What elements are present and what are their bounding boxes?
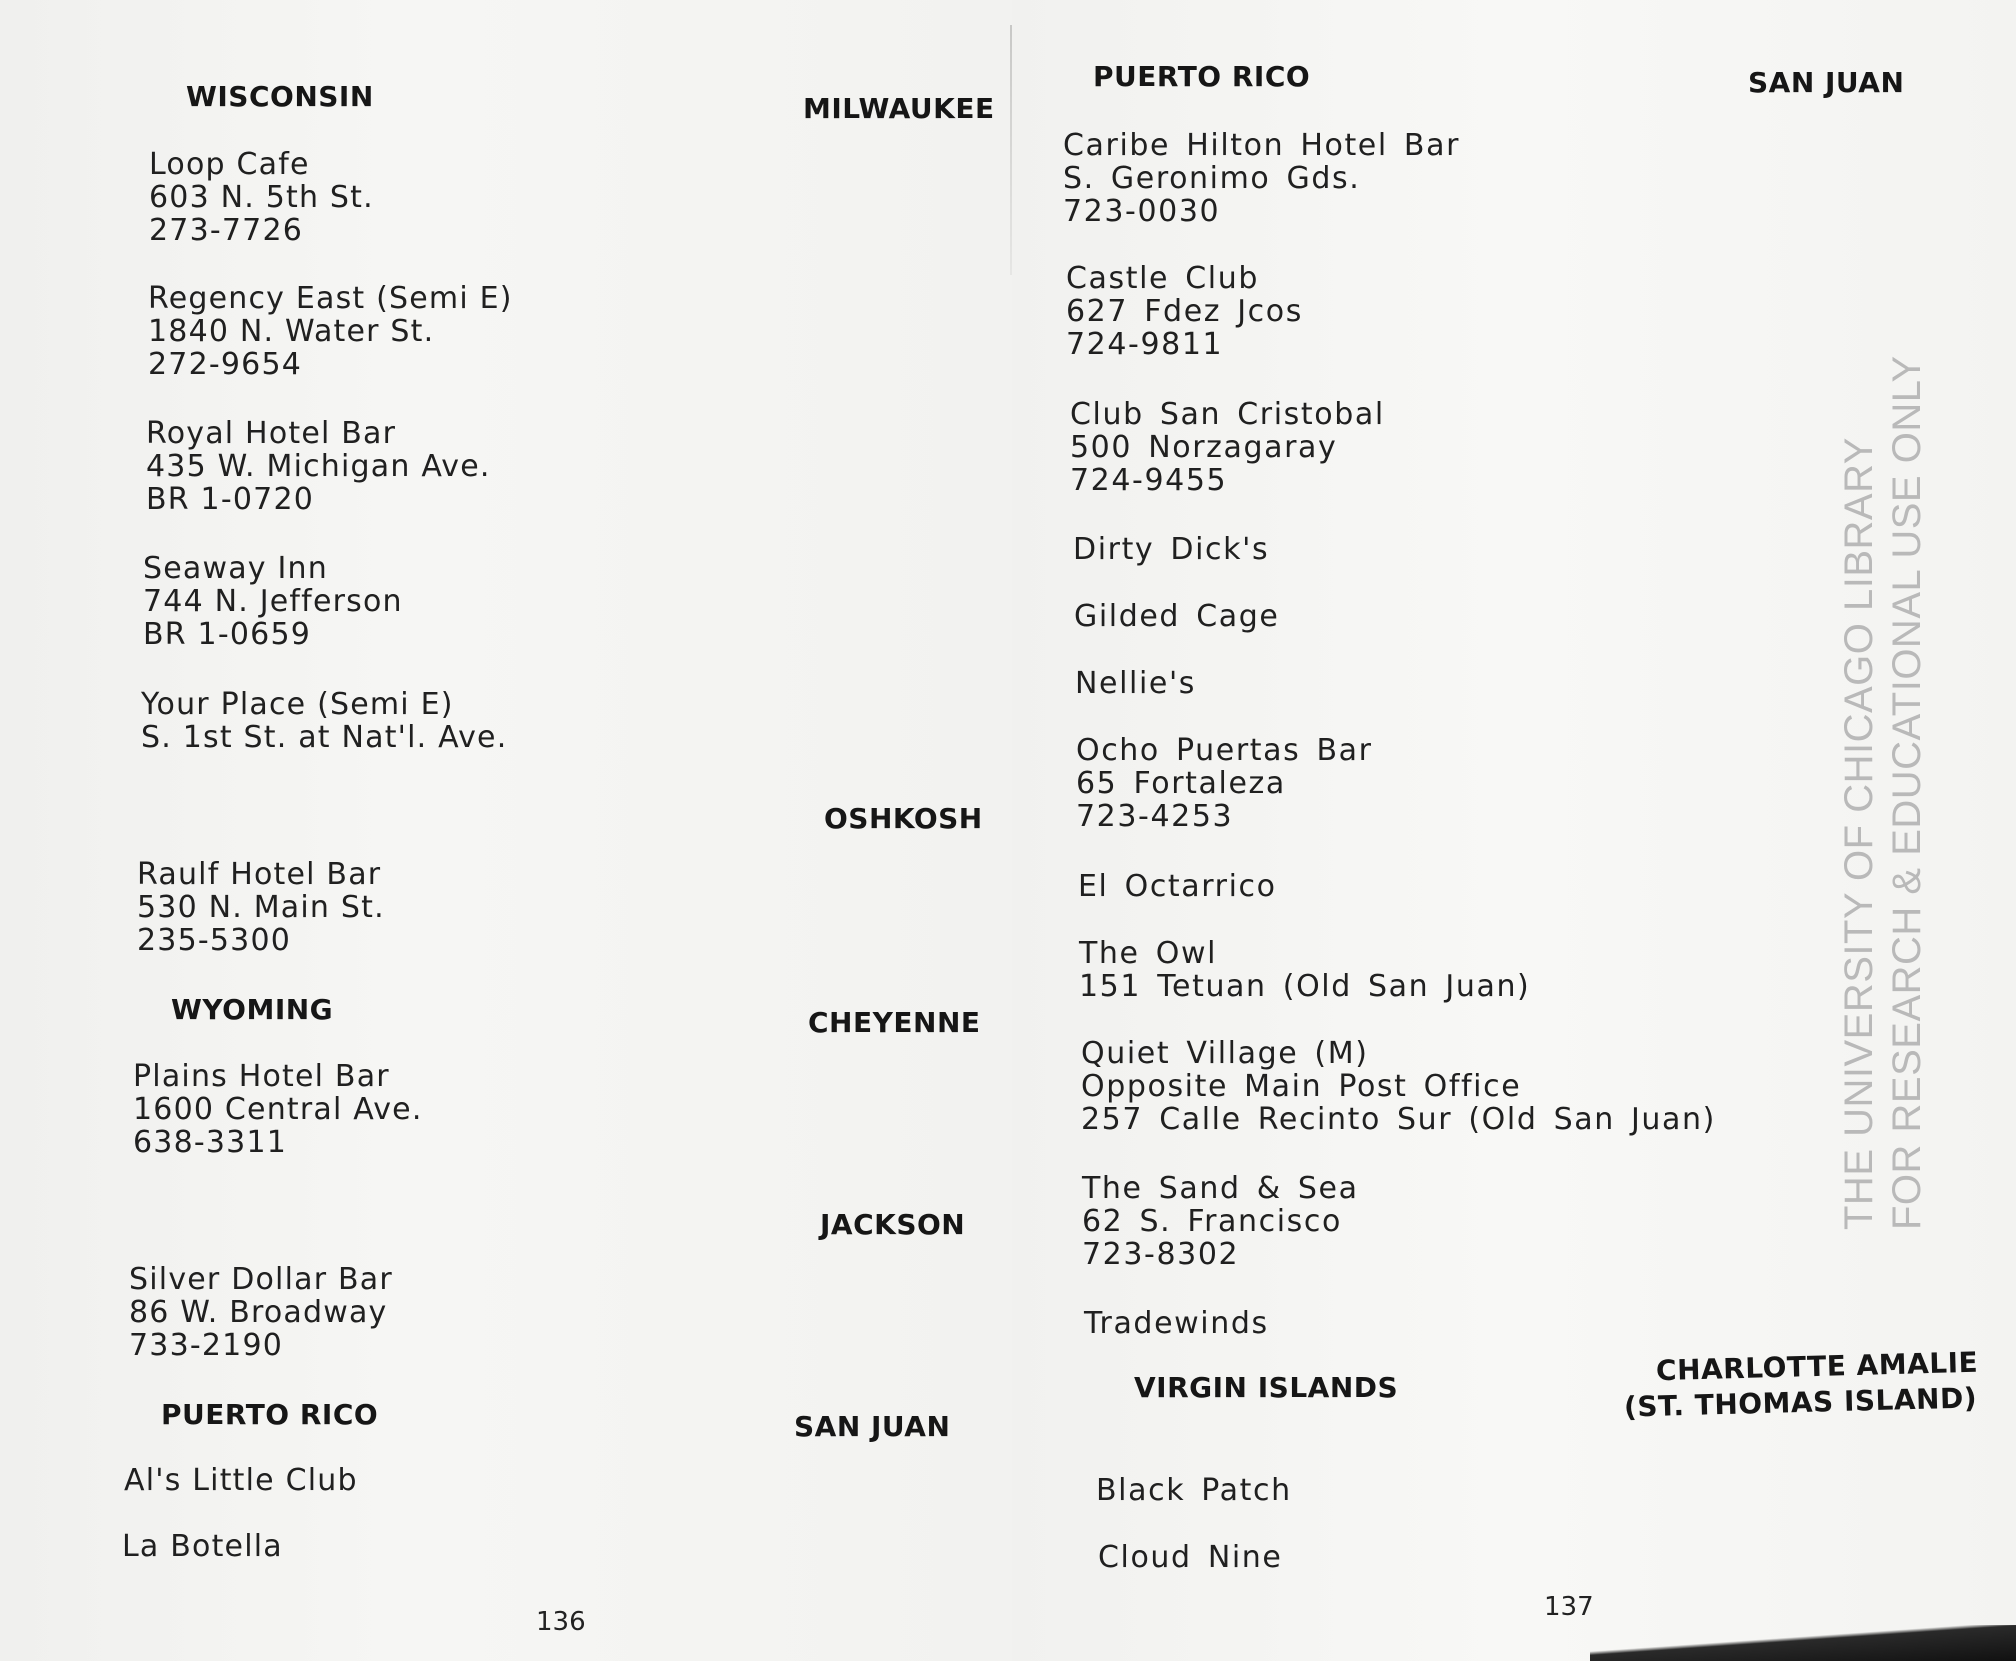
- listing-address: 151 Tetuan (Old San Juan): [1079, 969, 1531, 1004]
- listing-address: 62 S. Francisco: [1082, 1204, 1342, 1239]
- listing-name: Quiet Village (M): [1081, 1036, 1369, 1071]
- listing-regency-east: [148, 282, 513, 381]
- listing-silver-dollar-bar: [129, 1263, 393, 1362]
- listing-phone: 723-4253: [1076, 799, 1234, 834]
- listing-name: Seaway Inn: [143, 551, 328, 586]
- watermark-line-2: FOR RESEARCH & EDUCATIONAL USE ONLY: [1885, 355, 1929, 1230]
- listing-quiet-village: [1081, 1037, 1716, 1136]
- listing-phone: 724-9811: [1066, 327, 1224, 362]
- listing-black-patch: [1096, 1474, 1292, 1507]
- listing-phone: BR 1-0720: [146, 482, 315, 517]
- listing-address: S. Geronimo Gds.: [1063, 161, 1361, 196]
- listing-phone: 733-2190: [129, 1328, 284, 1363]
- listing-the-owl: [1079, 937, 1530, 1003]
- city-heading-cheyenne: CHEYENNE: [808, 1006, 981, 1039]
- listing-loop-cafe: [149, 148, 374, 247]
- listing-name: Club San Cristobal: [1070, 397, 1385, 432]
- listing-phone: 235-5300: [137, 923, 292, 958]
- listing-name: Royal Hotel Bar: [146, 416, 397, 451]
- listing-plains-hotel-bar: [133, 1060, 423, 1159]
- listing-royal-hotel-bar: [146, 417, 491, 516]
- city-heading-st-thomas: (ST. THOMAS ISLAND): [1623, 1381, 1978, 1424]
- listing-address: 1600 Central Ave.: [133, 1092, 423, 1127]
- listing-dirty-dicks: [1073, 533, 1269, 566]
- listing-gilded-cage: [1074, 600, 1279, 633]
- listing-name: Dirty Dick's: [1073, 532, 1270, 567]
- listing-address: 435 W. Michigan Ave.: [146, 449, 491, 484]
- city-heading-oshkosh: OSHKOSH: [824, 802, 983, 835]
- state-heading-puerto-rico: PUERTO RICO: [1093, 60, 1311, 93]
- listing-club-san-cristobal: [1070, 398, 1385, 497]
- listing-nellies: [1075, 667, 1196, 700]
- listing-the-sand-and-sea: [1082, 1172, 1359, 1271]
- listing-name: Al's Little Club: [124, 1463, 358, 1498]
- city-heading-milwaukee: MILWAUKEE: [803, 92, 995, 125]
- listing-name: Castle Club: [1066, 261, 1259, 296]
- city-heading-san-juan: SAN JUAN: [1748, 66, 1905, 99]
- city-heading-jackson: JACKSON: [820, 1208, 966, 1241]
- state-heading-wyoming: WYOMING: [171, 993, 334, 1026]
- listing-name: Silver Dollar Bar: [129, 1262, 393, 1297]
- listing-address: 500 Norzagaray: [1070, 430, 1338, 465]
- listing-raulf-hotel-bar: [137, 858, 385, 957]
- listing-address: 530 N. Main St.: [137, 890, 385, 925]
- listing-castle-club: [1066, 262, 1303, 361]
- listing-phone: BR 1-0659: [143, 617, 312, 652]
- listing-cloud-nine: [1098, 1541, 1282, 1574]
- listing-name: Ocho Puertas Bar: [1076, 733, 1373, 768]
- listing-name: Caribe Hilton Hotel Bar: [1063, 128, 1461, 163]
- listing-address: 86 W. Broadway: [129, 1295, 388, 1330]
- listing-seaway-inn: [143, 552, 403, 651]
- listing-address: 65 Fortaleza: [1076, 766, 1286, 801]
- listing-name: La Botella: [122, 1529, 283, 1564]
- listing-name: Regency East (Semi E): [148, 281, 513, 316]
- state-heading-puerto-rico: PUERTO RICO: [161, 1398, 379, 1431]
- state-heading-virgin-islands: VIRGIN ISLANDS: [1134, 1371, 1399, 1404]
- listing-name: Your Place (Semi E): [141, 687, 454, 722]
- listing-phone: 272-9654: [148, 347, 303, 382]
- listing-address-line-2: 257 Calle Recinto Sur (Old San Juan): [1081, 1102, 1716, 1137]
- city-heading-san-juan: SAN JUAN: [794, 1410, 951, 1443]
- listing-address: 627 Fdez Jcos: [1066, 294, 1303, 329]
- listing-ocho-puertas-bar: [1076, 734, 1373, 833]
- listing-address: S. 1st St. at Nat'l. Ave.: [141, 720, 508, 755]
- watermark-line-1: THE UNIVERSITY OF CHICAGO LIBRARY: [1837, 437, 1881, 1230]
- page-number: 137: [1544, 1592, 1594, 1622]
- listing-address: 1840 N. Water St.: [148, 314, 435, 349]
- listing-phone: 638-3311: [133, 1125, 288, 1160]
- listing-address: 744 N. Jefferson: [143, 584, 403, 619]
- listing-name: El Octarrico: [1078, 869, 1277, 904]
- listing-als-little-club: [124, 1464, 358, 1497]
- city-heading-charlotte-amalie: CHARLOTTE AMALIE: [1655, 1345, 1979, 1388]
- listing-address: Opposite Main Post Office: [1081, 1069, 1522, 1104]
- listing-your-place: [141, 688, 507, 754]
- listing-name: Plains Hotel Bar: [133, 1059, 390, 1094]
- listing-el-octarrico: [1078, 870, 1277, 903]
- listing-name: Loop Cafe: [149, 147, 310, 182]
- listing-name: The Owl: [1079, 936, 1218, 971]
- listing-tradewinds: [1084, 1307, 1269, 1340]
- listing-phone: 273-7726: [149, 213, 304, 248]
- listing-name: Gilded Cage: [1074, 599, 1280, 634]
- state-heading-wisconsin: WISCONSIN: [186, 80, 374, 113]
- page-number: 136: [536, 1607, 586, 1637]
- listing-phone: 723-8302: [1082, 1237, 1240, 1272]
- listing-phone: 723-0030: [1063, 194, 1221, 229]
- listing-name: The Sand & Sea: [1082, 1171, 1359, 1206]
- listing-caribe-hilton: [1063, 129, 1460, 228]
- listing-address: 603 N. 5th St.: [149, 180, 374, 215]
- listing-name: Cloud Nine: [1098, 1540, 1283, 1575]
- listing-phone: 724-9455: [1070, 463, 1228, 498]
- page-edge-shadow: [1590, 1625, 2016, 1661]
- listing-la-botella: [122, 1530, 283, 1563]
- listing-name: Nellie's: [1075, 666, 1197, 701]
- listing-name: Black Patch: [1096, 1473, 1292, 1508]
- listing-name: Tradewinds: [1084, 1306, 1269, 1341]
- listing-name: Raulf Hotel Bar: [137, 857, 382, 892]
